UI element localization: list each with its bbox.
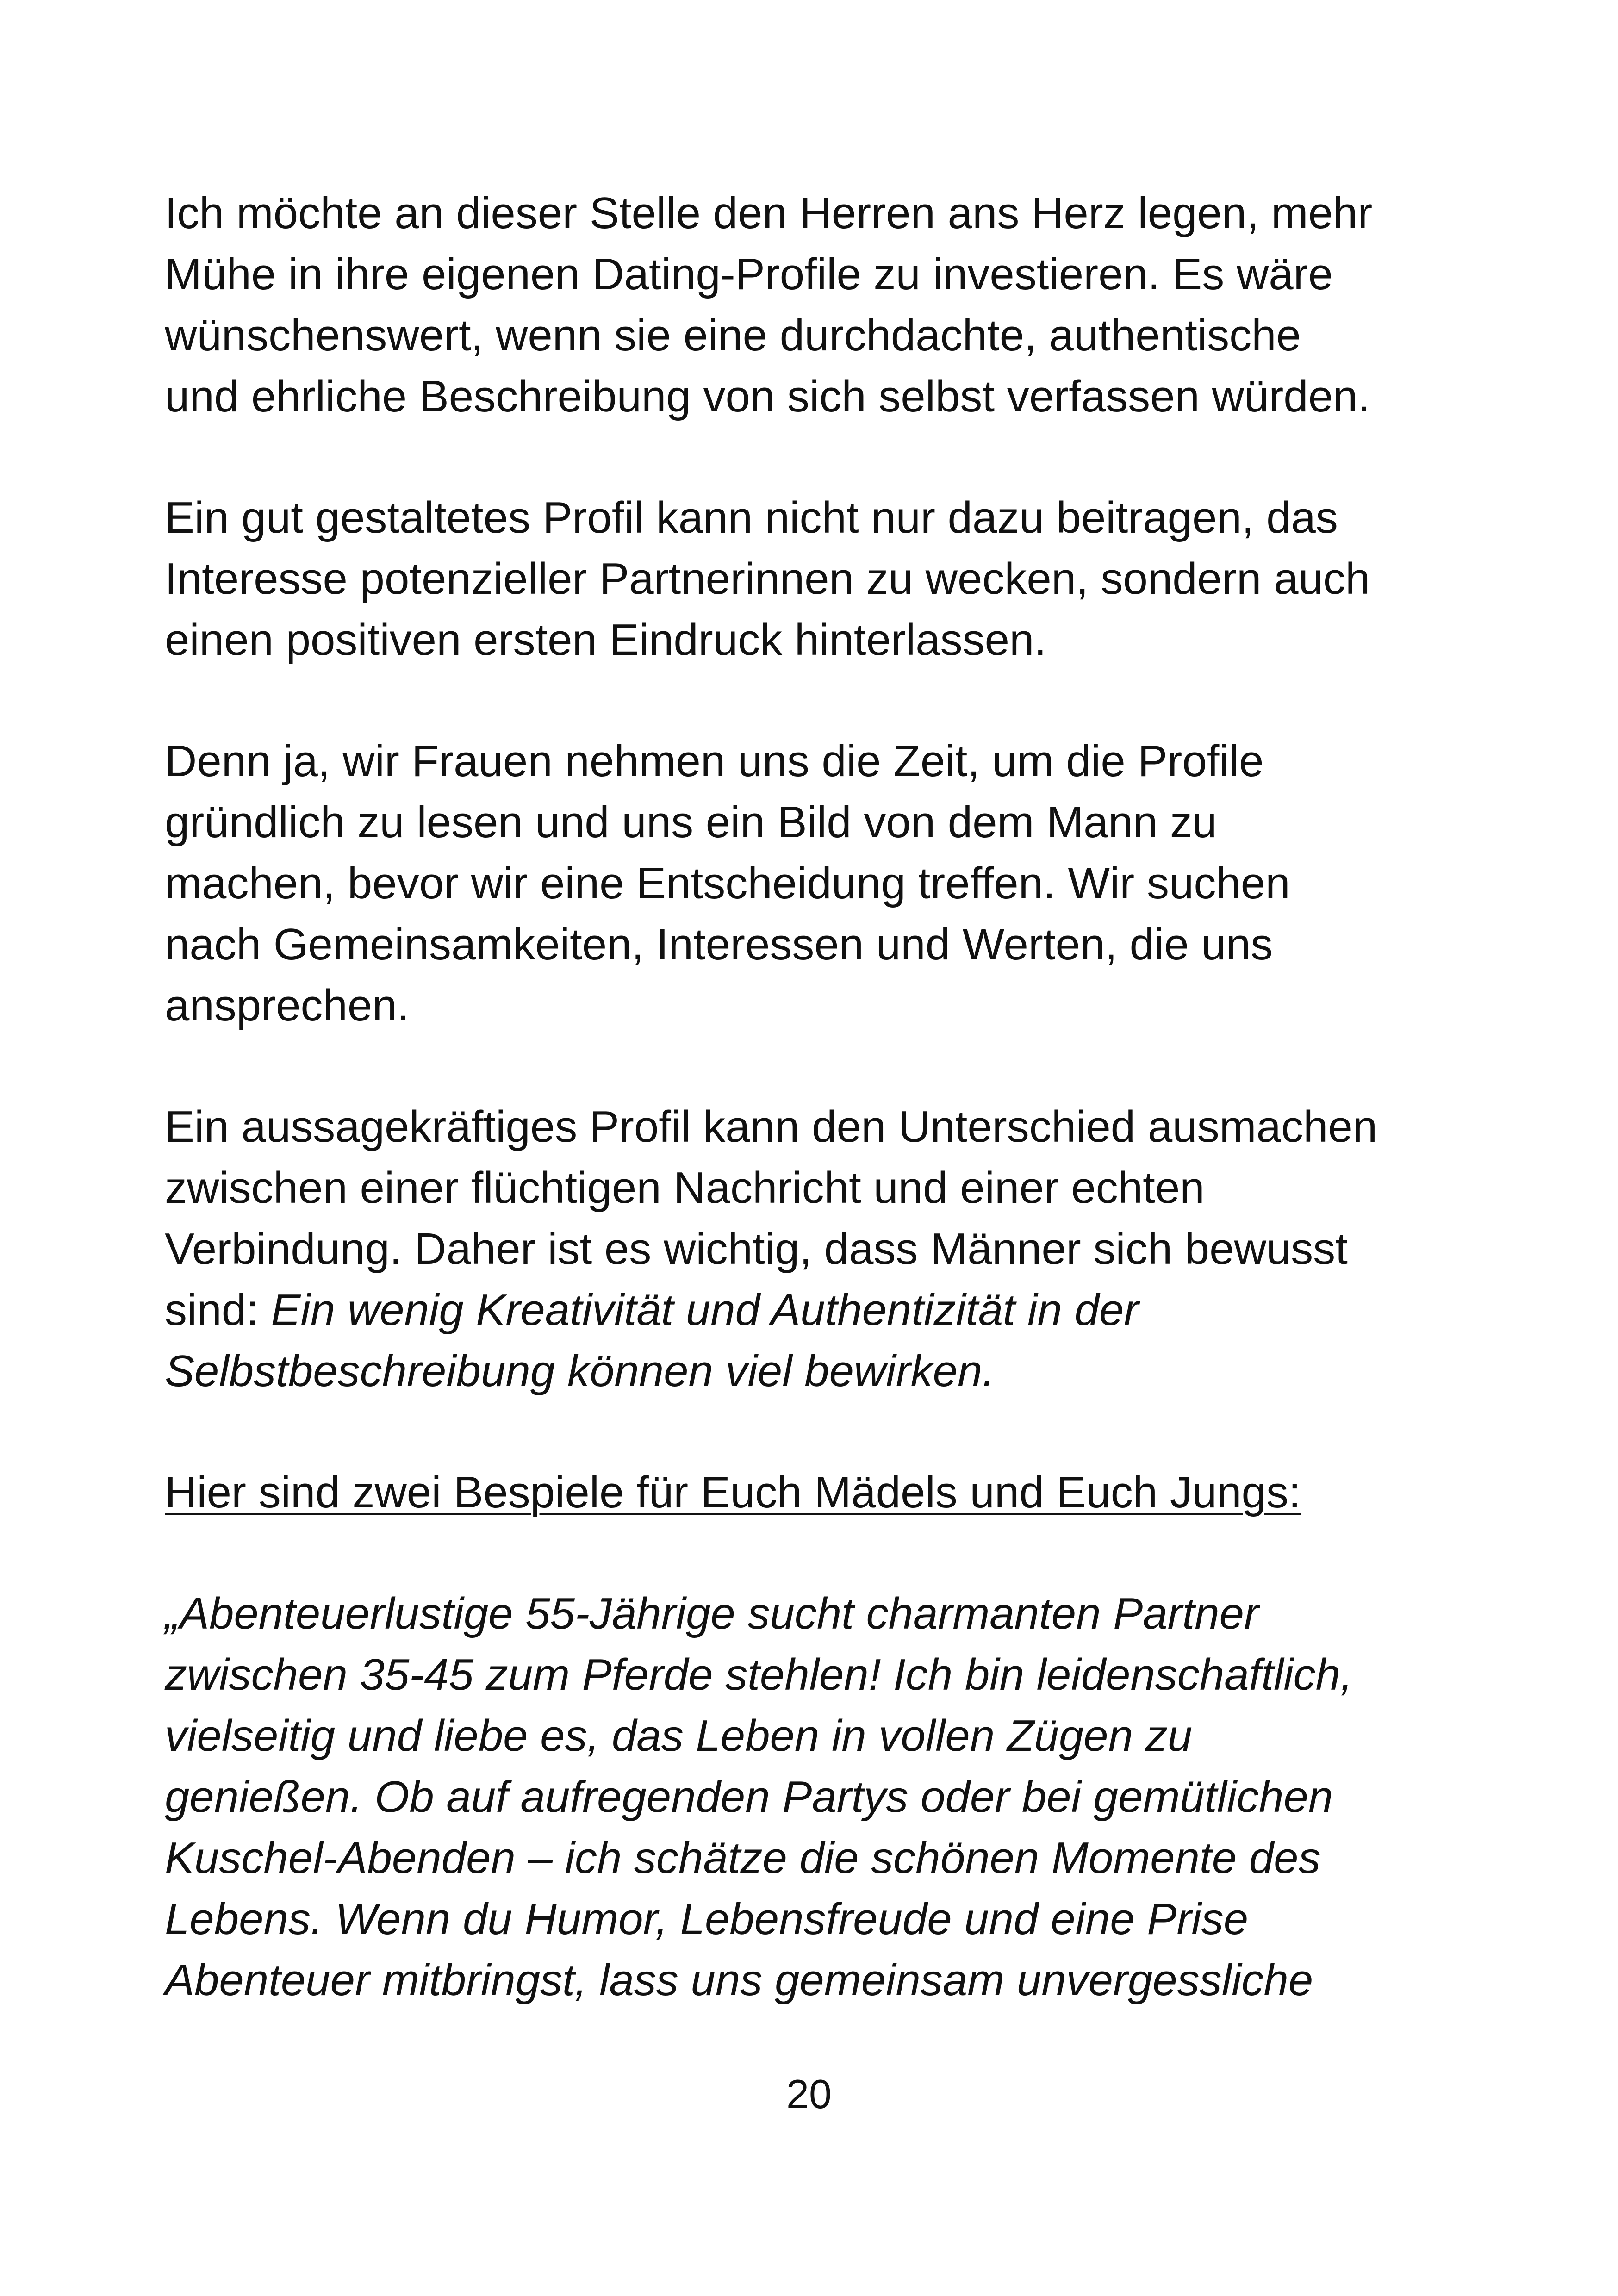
text-line: und ehrliche Beschreibung von sich selbst verfassen würden. [165,372,1370,421]
paragraph [165,183,1442,427]
text-line: wünschenswert, wenn sie eine durchdachte, authentische [165,311,1301,360]
page-number: 20 [786,2071,832,2117]
italic-text-line: zwischen 35-45 zum Pferde stehlen! Ich bin leidenschaftlich, [165,1650,1353,1699]
text-line: ansprechen. [165,981,410,1030]
paragraph-gap [165,427,1442,487]
example-quote [165,1583,1442,2011]
italic-text-line: „Abenteuerlustige 55-Jährige sucht charmanten Partner [165,1589,1259,1638]
italic-text-line: Lebens. Wenn du Humor, Lebensfreude und eine Prise [165,1894,1249,1944]
italic-text-fragment: Ein wenig Kreativität und Authentizität in der [271,1285,1139,1335]
mixed-text-line [165,1280,1442,1341]
text-line: Mühe in ihre eigenen Dating-Profile zu investieren. Es wäre [165,249,1333,299]
paragraph [165,731,1442,1036]
text-line: zwischen einer flüchtigen Nachricht und einer echten [165,1163,1205,1213]
text-line: einen positiven ersten Eindruck hinterlassen. [165,615,1047,665]
italic-text-line: vielseitig und liebe es, das Leben in vollen Zügen zu [165,1711,1193,1761]
italic-text-line: Selbstbeschreibung können viel bewirken. [165,1346,995,1396]
text-line: Interesse potenzieller Partnerinnen zu wecken, sondern auch [165,554,1370,604]
text-fragment: sind: [165,1285,271,1335]
text-line: machen, bevor wir eine Entscheidung treffen. Wir suchen [165,859,1290,908]
text-line: Denn ja, wir Frauen nehmen uns die Zeit, um die Profile [165,736,1264,786]
paragraph-gap [165,671,1442,731]
page-body [165,183,1442,2011]
paragraph [165,487,1442,671]
text-line: Ein aussagekräftiges Profil kann den Unterschied ausmachen [165,1102,1378,1151]
underlined-text-line: Hier sind zwei Bespiele für Euch Mädels und Euch Jungs: [165,1468,1301,1517]
paragraph [165,1096,1442,1402]
paragraph-gap [165,1523,1442,1583]
text-line: gründlich zu lesen und uns ein Bild von dem Mann zu [165,797,1217,847]
paragraph-gap [165,1036,1442,1096]
italic-text-line: Abenteuer mitbringst, lass uns gemeinsam unvergessliche [165,1955,1313,2005]
italic-text-line: Kuschel-Abenden – ich schätze die schönen Momente des [165,1833,1321,1883]
text-line: nach Gemeinsamkeiten, Interessen und Werten, die uns [165,920,1273,969]
text-line: Verbindung. Daher ist es wichtig, dass Männer sich bewusst [165,1224,1348,1274]
text-line: Ein gut gestaltetes Profil kann nicht nur dazu beitragen, das [165,493,1338,542]
examples-heading [165,1462,1442,1523]
paragraph-gap [165,1402,1442,1462]
text-line: Ich möchte an dieser Stelle den Herren ans Herz legen, mehr [165,188,1373,238]
italic-text-line: genießen. Ob auf aufregenden Partys oder bei gemütlichen [165,1772,1333,1822]
